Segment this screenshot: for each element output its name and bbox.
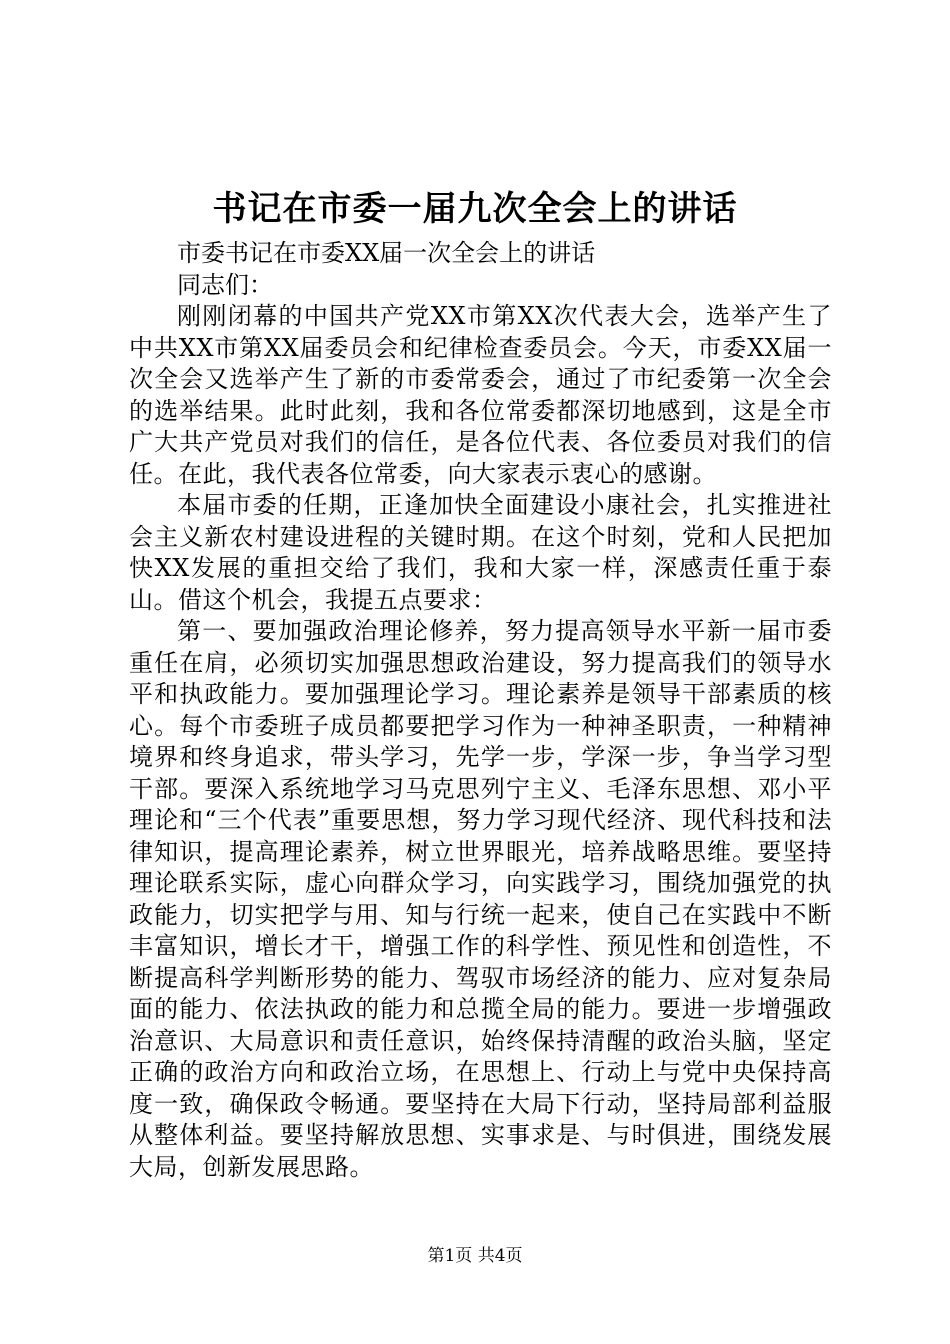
page-footer: 第1页 共4页 [427,1246,523,1266]
paragraph: 本届市委的任期，正逢加快全面建设小康社会，扎实推进社会主义新农村建设进程的关键时期。在这个时刻，党和人民把加快XX发展的重担交给了我们，我和大家一样，深感责任重于泰山。借这个机会，我提五点要求： [129,491,832,614]
document-body [129,238,832,1183]
salutation: 同志们： [177,270,273,299]
paragraph: 第一、要加强政治理论修养，努力提高领导水平新一届市委重任在肩，必须切实加强思想政治建设，努力提高我们的领导水平和执政能力。要加强理论学习。理论素养是领导干部素质的核心。每个市委班子成员都要把学习作为一种神圣职责，一种精神境界和终身追求，带头学习，先学一步，学深一步，争当学习型干部。要深入系统地学习马克思列宁主义、毛泽东思想、邓小平理论和“三个代表”重要思想，努力学习现代经济、现代科技和法律知识，提高理论素养，树立世界眼光，培养战略思维。要坚持理论联系实际，虚心向群众学习，向实践学习，围绕加强党的执政能力，切实把学与用、知与行统一起来，使自己在实践中不断丰富知识，增长才干，增强工作的科学性、预见性和创造性，不断提高科学判断形势的能力、驾驭市场经济的能力、应对复杂局面的能力、依法执政的能力和总揽全局的能力。要进一步增强政治意识、大局意识和责任意识，始终保持清醒的政治头脑，坚定正确的政治方向和政治立场，在思想上、行动上与党中央保持高度一致，确保政令畅通。要坚持在大局下行动，坚持局部利益服从整体利益。要坚持解放思想、实事求是、与时俱进，围绕发展大局，创新发展思路。 [129,617,832,1181]
document-title: 书记在市委一届九次全会上的讲话 [212,189,738,229]
paragraph: 刚刚闭幕的中国共产党XX市第XX次代表大会，选举产生了中共XX市第XX届委员会和纪律检查委员会。今天，市委XX届一次全会又选举产生了新的市委常委会，通过了市纪委第一次全会的选举结果。此时此刻，我和各位常委都深切地感到，这是全市广大共产党员对我们的信任，是各位代表、各位委员对我们的信任。在此，我代表各位常委，向大家表示衷心的感谢。 [129,302,832,488]
document-subtitle: 市委书记在市委XX届一次全会上的讲话 [177,239,596,267]
